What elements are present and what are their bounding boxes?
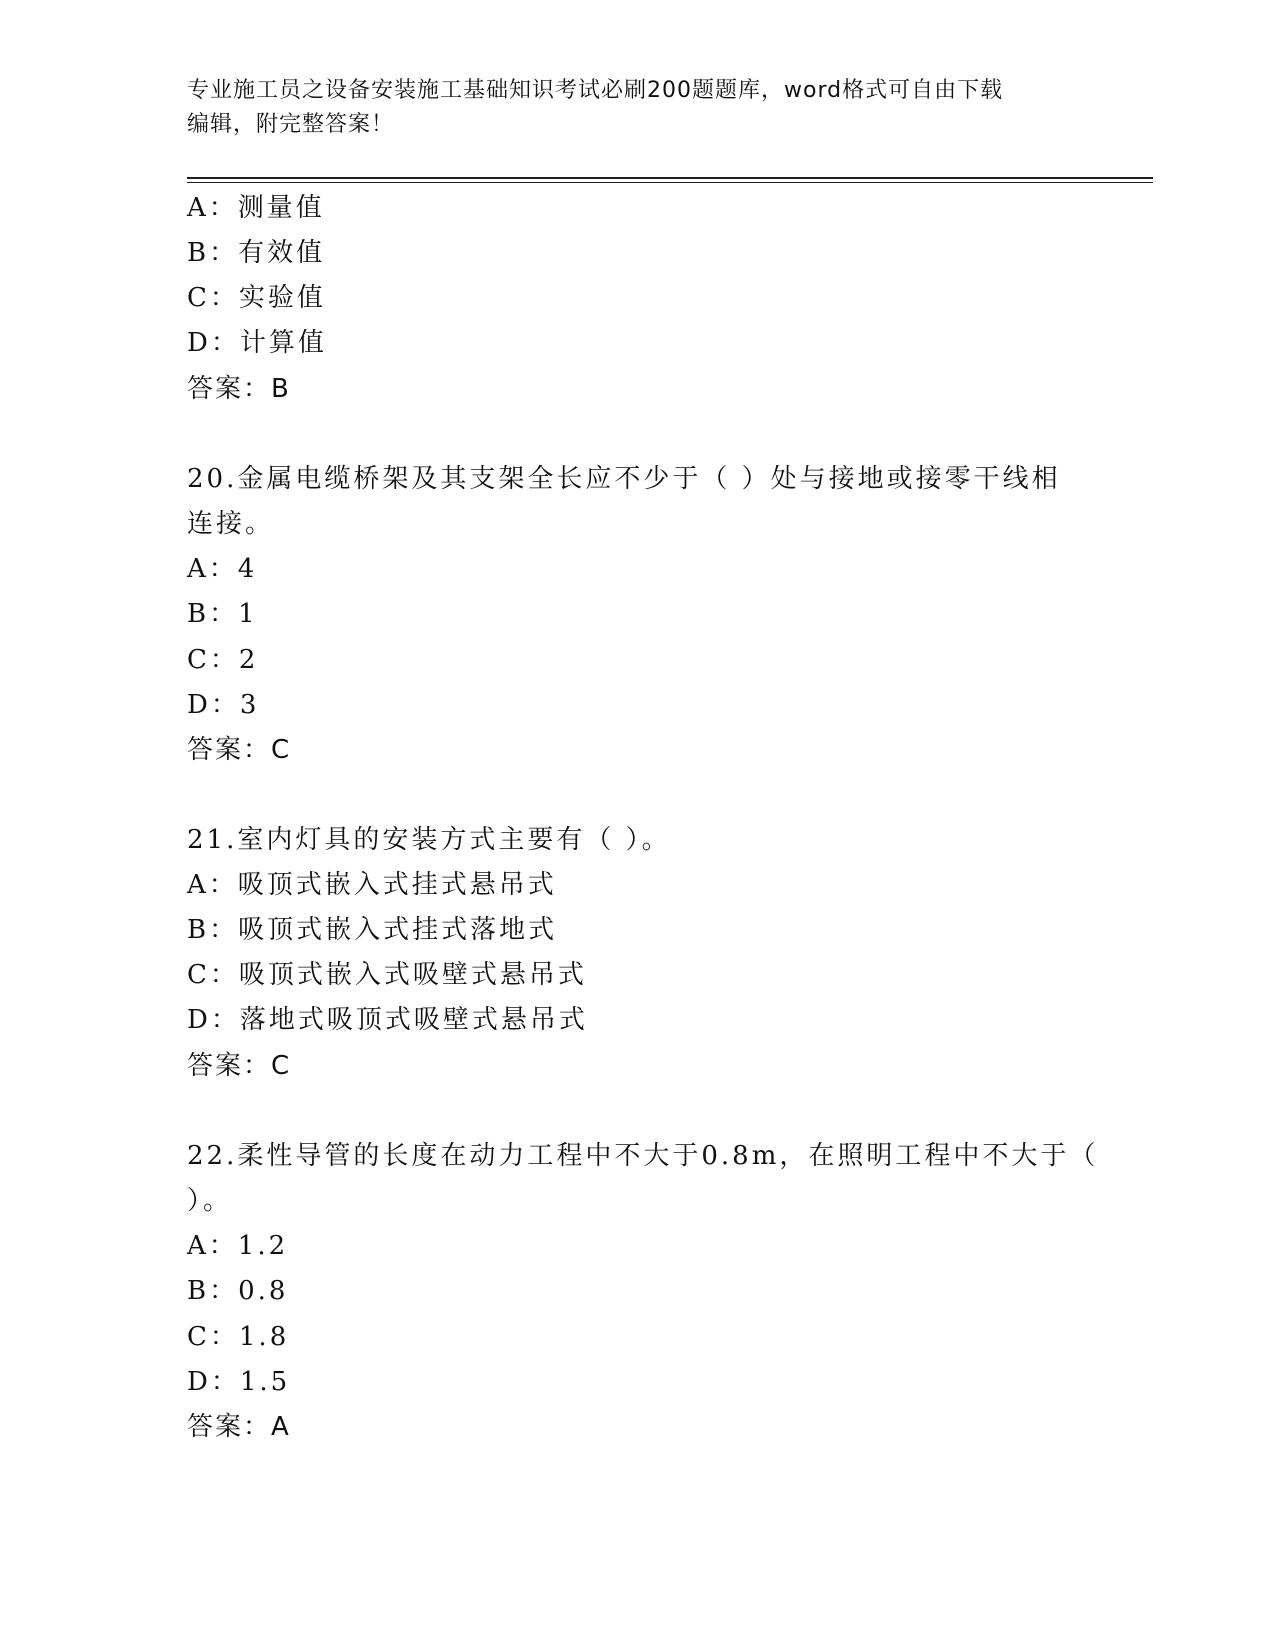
q19-option-b: B：有效值: [187, 238, 326, 268]
q19-option-a: A：测量值: [187, 193, 325, 223]
q20-option-d: D：3: [187, 690, 260, 720]
q21-option-d: D：落地式吸顶式吸壁式悬吊式: [187, 1005, 588, 1035]
q21-option-b: B：吸顶式嵌入式挂式落地式: [187, 915, 558, 945]
q20-stem-line-2: 连接。: [187, 509, 275, 539]
q22-option-a: A：1.2: [187, 1231, 289, 1261]
q20-answer: 答案：C: [187, 735, 292, 765]
header-divider-thick: [187, 177, 1153, 179]
header-title-line-1: 专业施工员之设备安装施工基础知识考试必刷200题题库，word格式可自由下载: [187, 78, 1004, 103]
q22-option-b: B：0.8: [187, 1276, 289, 1306]
q22-answer: 答案：A: [187, 1412, 291, 1442]
header-title-line-2: 编辑，附完整答案！: [187, 112, 395, 137]
q20-option-c: C：2: [187, 645, 259, 675]
q22-stem-line-1: 22.柔性导管的长度在动力工程中不大于0.8m，在照明工程中不大于（: [187, 1141, 1099, 1171]
q19-option-c: C：实验值: [187, 283, 326, 313]
q22-option-d: D：1.5: [187, 1367, 291, 1397]
q22-option-c: C：1.8: [187, 1322, 290, 1352]
q20-stem-line-1: 20.金属电缆桥架及其支架全长应不少于（ ）处与接地或接零干线相: [187, 464, 1061, 494]
q20-option-b: B：1: [187, 599, 258, 629]
header-divider-thin: [187, 182, 1153, 183]
q21-answer: 答案：C: [187, 1051, 292, 1081]
q21-option-c: C：吸顶式嵌入式吸壁式悬吊式: [187, 960, 587, 990]
q21-stem-line-1: 21.室内灯具的安装方式主要有（ ）。: [187, 825, 671, 855]
document-header: [187, 74, 1087, 142]
q19-option-d: D：计算值: [187, 328, 327, 358]
q22-stem-line-2: ）。: [187, 1186, 233, 1216]
q20-option-a: A：4: [187, 554, 258, 584]
q19-answer: 答案：B: [187, 374, 291, 404]
q21-option-a: A：吸顶式嵌入式挂式悬吊式: [187, 870, 557, 900]
